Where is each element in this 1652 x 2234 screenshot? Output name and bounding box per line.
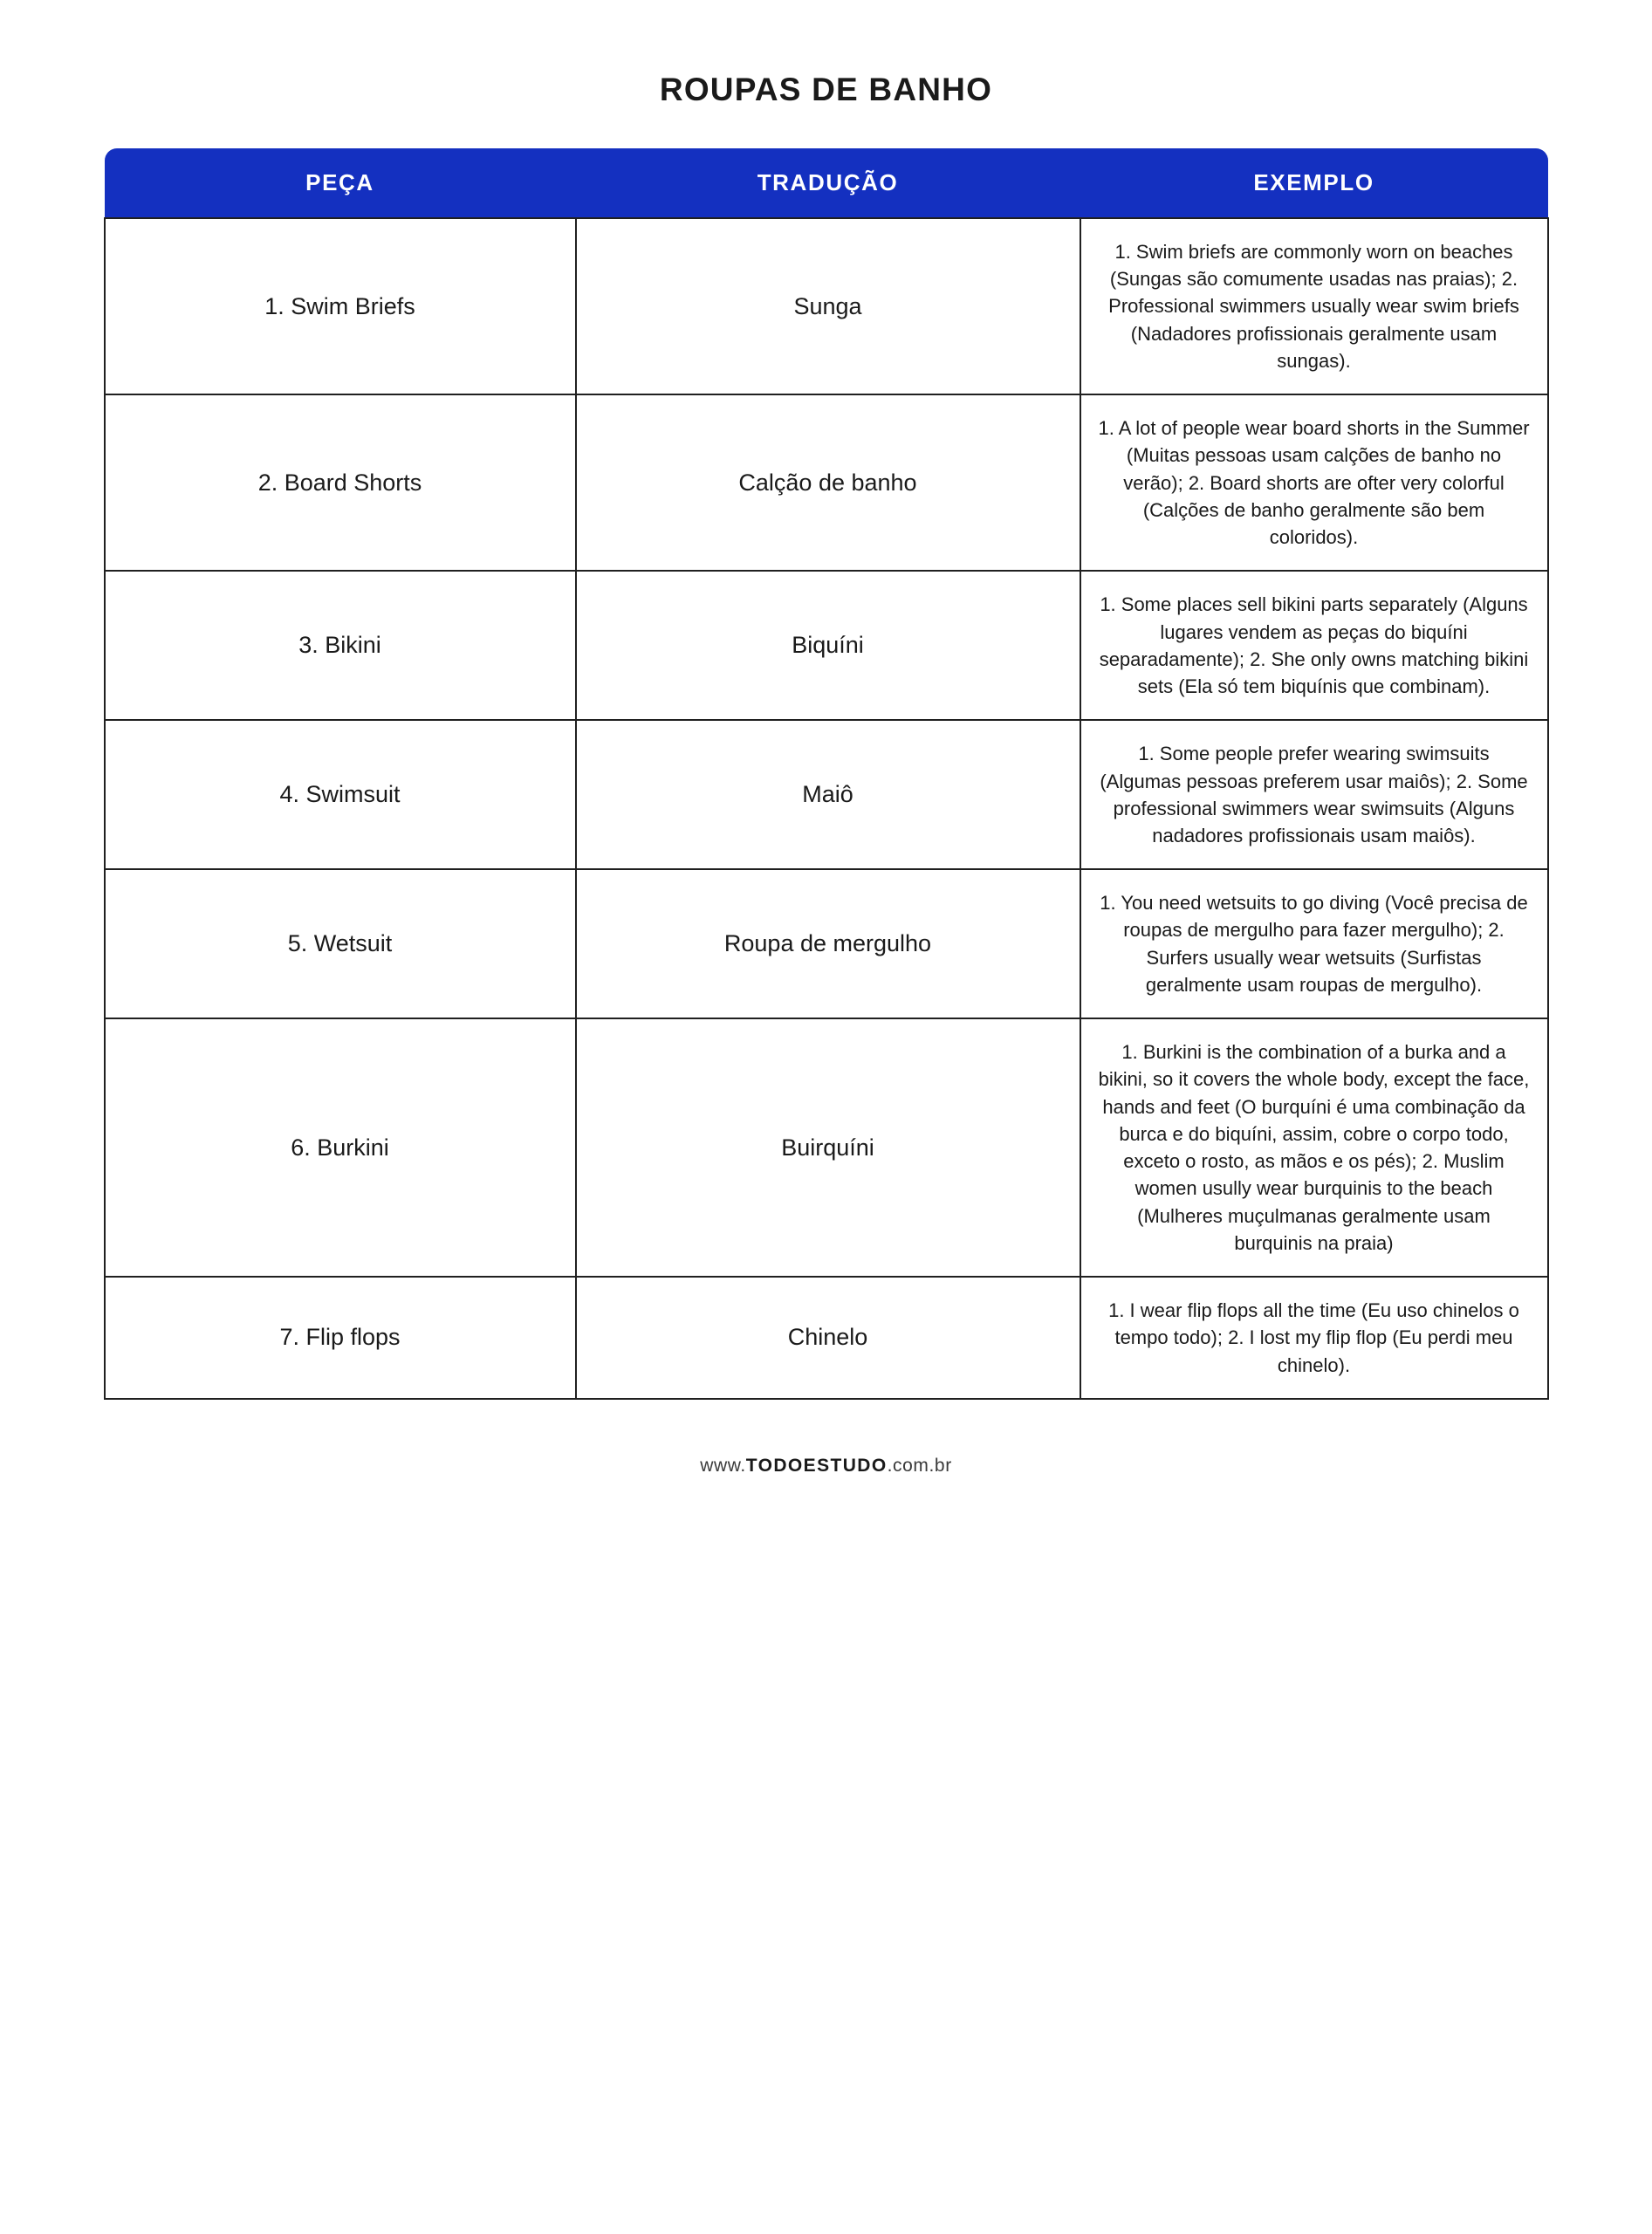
footer-website (98, 1456, 1554, 1511)
cell-item: 1. Swim Briefs (105, 218, 576, 394)
table-row (105, 1018, 1548, 1277)
table-row (105, 571, 1548, 720)
vocabulary-table (104, 148, 1549, 1400)
cell-translation: Sunga (576, 218, 1080, 394)
table-header-row (105, 148, 1548, 218)
cell-item: 5. Wetsuit (105, 869, 576, 1018)
table-row (105, 720, 1548, 869)
cell-translation: Calção de banho (576, 394, 1080, 571)
table-row (105, 869, 1548, 1018)
table-row (105, 218, 1548, 394)
cell-translation: Maiô (576, 720, 1080, 869)
cell-item: 6. Burkini (105, 1018, 576, 1277)
cell-example: 1. Burkini is the combination of a burka and a bikini, so it covers the whole body, except the face, hands and feet (O burquíni é uma combinação da burca e do biquíni, assim, cobre o corpo todo, exceto o rosto, as mãos e os pés); 2. Muslim women usully wear burquinis to the beach (Mulheres muçulmanas geralmente usam burquinis na praia) (1080, 1018, 1548, 1277)
cell-item: 4. Swimsuit (105, 720, 576, 869)
cell-example: 1. You need wetsuits to go diving (Você precisa de roupas de mergulho para fazer mergulho); 2. Surfers usually wear wetsuits (Surfistas geralmente usam roupas de mergulho). (1080, 869, 1548, 1018)
page-title: ROUPAS DE BANHO (659, 72, 993, 107)
cell-translation: Buirquíni (576, 1018, 1080, 1277)
column-header-exemplo: EXEMPLO (1080, 148, 1548, 218)
table-row (105, 394, 1548, 571)
cell-item: 2. Board Shorts (105, 394, 576, 571)
cell-translation: Roupa de mergulho (576, 869, 1080, 1018)
cell-translation: Chinelo (576, 1277, 1080, 1399)
footer-prefix: www. (700, 1455, 746, 1476)
cell-example: 1. A lot of people wear board shorts in the Summer (Muitas pessoas usam calções de banho no verão); 2. Board shorts are ofter very colorful (Calções de banho geralmente são bem coloridos). (1080, 394, 1548, 571)
cell-item: 3. Bikini (105, 571, 576, 720)
cell-example: 1. I wear flip flops all the time (Eu uso chinelos o tempo todo); 2. I lost my flip flop (Eu perdi meu chinelo). (1080, 1277, 1548, 1399)
table-row (105, 1277, 1548, 1399)
cell-example: 1. Swim briefs are commonly worn on beaches (Sungas são comumente usadas nas praias); 2. Professional swimmers usually wear swim briefs (Nadadores profissionais geralmente usam sungas). (1080, 218, 1548, 394)
cell-item: 7. Flip flops (105, 1277, 576, 1399)
footer-brand: TODOESTUDO (745, 1455, 888, 1476)
table-body (105, 218, 1548, 1399)
cell-example: 1. Some people prefer wearing swimsuits (Algumas pessoas preferem usar maiôs); 2. Some professional swimmers wear swimsuits (Alguns nadadores profissionais usam maiôs). (1080, 720, 1548, 869)
cell-translation: Biquíni (576, 571, 1080, 720)
table-header (105, 148, 1548, 218)
footer-suffix: .com.br (887, 1455, 952, 1476)
cell-example: 1. Some places sell bikini parts separately (Alguns lugares vendem as peças do biquíni separadamente); 2. She only owns matching bikini sets (Ela só tem biquínis que combinam). (1080, 571, 1548, 720)
column-header-peca: PEÇA (105, 148, 576, 218)
column-header-traducao: TRADUÇÃO (576, 148, 1080, 218)
